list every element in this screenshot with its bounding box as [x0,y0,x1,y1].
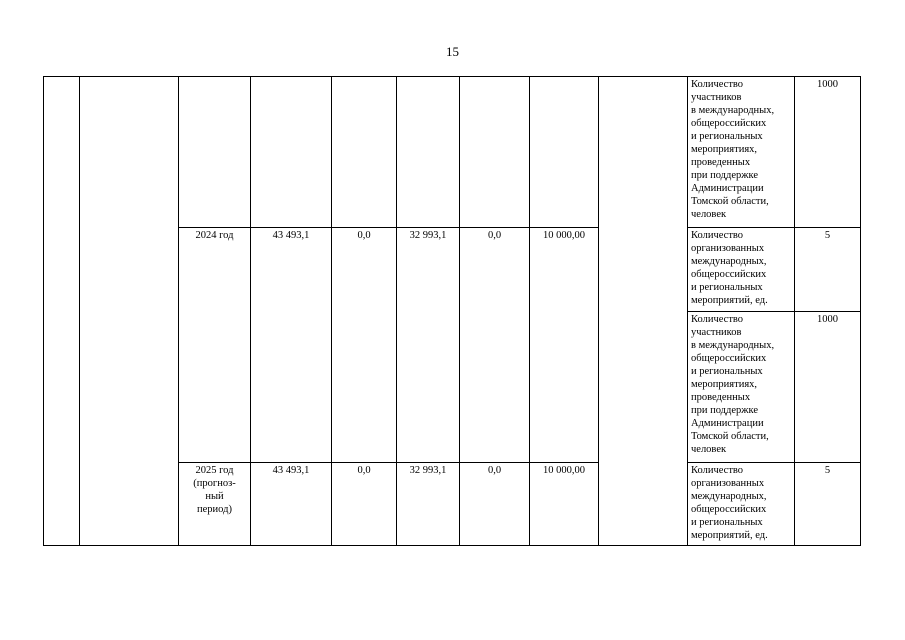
extrabudget-cell: 10 000,00 [530,228,599,463]
budget-indicators-table [43,76,861,546]
federal-cell: 0,0 [332,463,397,546]
federal-cell: 0,0 [332,228,397,463]
regional-cell [397,77,460,228]
indicator-name-cell: Количество организованных международных, общероссийских и региональных мероприятий, ед. [688,463,795,546]
indicator-name-cell: Количество участников в международных, общероссийских и региональных мероприятиях, проведенных при поддержке Администрации Томской области, человек [688,312,795,463]
local-cell: 0,0 [460,228,530,463]
indicator-value-cell: 5 [795,463,861,546]
year-cell: 2024 год [179,228,251,463]
empty-cell-number [44,77,80,546]
regional-cell: 32 993,1 [397,463,460,546]
extrabudget-cell: 10 000,00 [530,463,599,546]
year-cell [179,77,251,228]
empty-cell-executor [599,77,688,546]
indicator-name-cell: Количество участников в международных, общероссийских и региональных мероприятиях, проведенных при поддержке Администрации Томской области, человек [688,77,795,228]
indicator-value-cell: 5 [795,228,861,312]
total-cell: 43 493,1 [251,463,332,546]
local-cell [460,77,530,228]
indicator-value-cell: 1000 [795,312,861,463]
regional-cell: 32 993,1 [397,228,460,463]
indicator-name-cell: Количество организованных международных, общероссийских и региональных мероприятий, ед. [688,228,795,312]
total-cell: 43 493,1 [251,228,332,463]
local-cell: 0,0 [460,463,530,546]
year-cell: 2025 год (прогноз- ный период) [179,463,251,546]
empty-cell-name [80,77,179,546]
extrabudget-cell [530,77,599,228]
federal-cell [332,77,397,228]
indicator-value-cell: 1000 [795,77,861,228]
total-cell [251,77,332,228]
table-row [44,77,861,228]
page-number: 15 [446,44,459,59]
